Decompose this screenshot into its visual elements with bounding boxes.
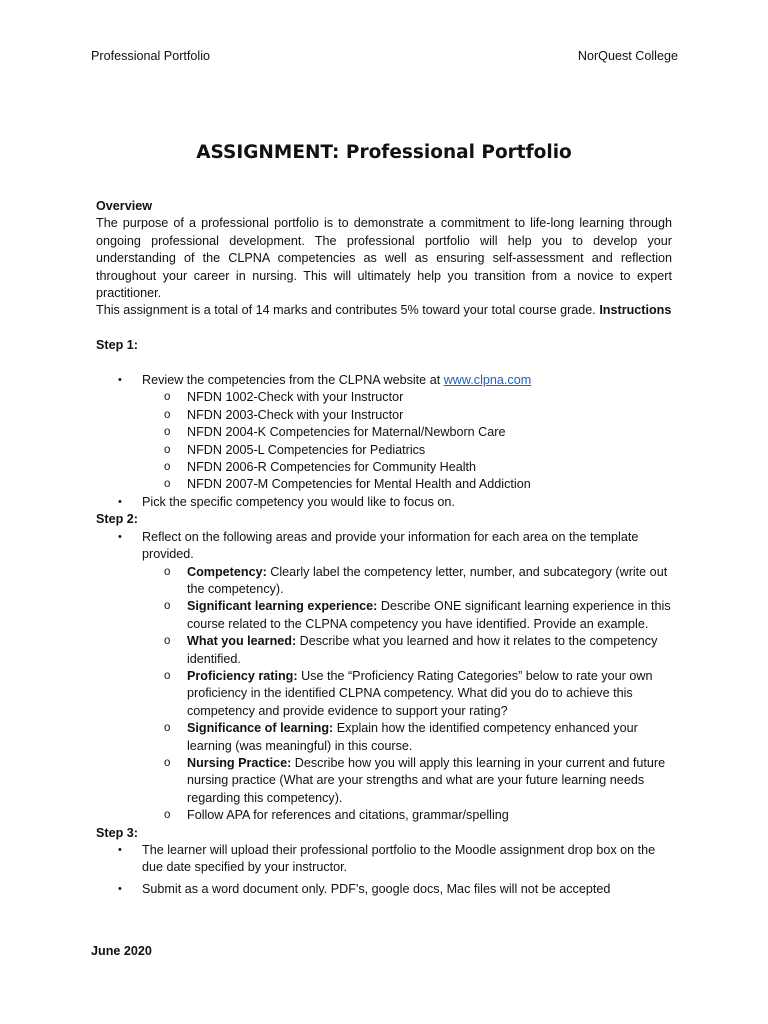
reflection-item-text: Use the “Proficiency Rating Categories” below to rate your own proficiency in the identified CLPNA competency. What did you do to achieve this competency and provide evidence to support your rating? — [187, 668, 653, 718]
step-3-bullet-submit: • Submit as a word document only. PDF's, google docs, Mac files will not be accepted — [96, 881, 672, 898]
reflection-item — [142, 633, 672, 668]
reflection-item-label: Significance of learning: — [187, 721, 334, 736]
review-text: Review the competencies from the CLPNA website at — [142, 373, 444, 388]
competency-list — [142, 389, 672, 493]
reflection-item-label: Proficiency rating: — [187, 668, 298, 683]
reflect-text: Reflect on the following areas and provide your information for each area on the template provided. — [142, 529, 639, 562]
reflection-item-label: Competency: — [187, 564, 267, 579]
competency-item: o NFDN 2005-L Competencies for Pediatrics — [142, 442, 672, 459]
instructions-label: Instructions — [599, 303, 672, 318]
step-2-heading: Step 2: — [96, 512, 138, 527]
header-right: NorQuest College — [577, 49, 678, 63]
reflection-item-text: Follow APA for references and citations, grammar/spelling — [187, 808, 509, 823]
header-left: Professional Portfolio — [91, 49, 211, 63]
marks-line — [96, 302, 672, 319]
step-1-list — [96, 372, 672, 511]
competency-item: o NFDN 2004-K Competencies for Maternal/Newborn Care — [142, 424, 672, 441]
reflection-item — [142, 668, 672, 720]
competency-item: o NFDN 2007-M Competencies for Mental Health and Addiction — [142, 476, 672, 493]
competency-item: o NFDN 1002-Check with your Instructor — [142, 389, 672, 406]
reflection-item — [142, 720, 672, 755]
footer-date: June 2020 — [91, 944, 152, 958]
step-3-bullet-upload: • The learner will upload their professional portfolio to the Moodle assignment drop box on the due date specified by your instructor. — [96, 842, 672, 877]
step-1-heading: Step 1: — [96, 338, 138, 353]
reflection-item — [142, 755, 672, 807]
step-2-list — [96, 529, 672, 825]
reflection-item-text: Clearly label the competency letter, number, and subcategory (write out the competency). — [187, 564, 668, 596]
overview-heading: Overview — [96, 199, 153, 213]
reflection-item-text: Explain how the identified competency enhanced your learning (was meaningful) in this course. — [187, 721, 638, 753]
step-3-heading: Step 3: — [96, 825, 138, 840]
step-1-bullet-review — [96, 372, 672, 494]
reflection-item-text: Describe ONE significant learning experience in this course related to the CLPNA competency you have identified. Provide an example. — [187, 599, 671, 631]
reflection-item-label: What you learned: — [187, 634, 297, 649]
reflection-item-label: Nursing Practice: — [187, 755, 292, 770]
reflection-item-text: Describe how you will apply this learning in your current and future nursing practice (What are your strengths and what are your future learning needs regarding this competency). — [187, 755, 666, 805]
page-title: ASSIGNMENT: Professional Portfolio — [196, 142, 572, 163]
competency-item: o NFDN 2006-R Competencies for Community Health — [142, 459, 672, 476]
document-body — [96, 198, 672, 898]
reflection-item-text: Describe what you learned and how it relates to the competency identified. — [187, 634, 658, 666]
step-3-list — [96, 842, 672, 898]
step-1-bullet-pick: • Pick the specific competency you would like to focus on. — [96, 494, 672, 511]
reflection-item — [142, 564, 672, 599]
reflection-areas-list — [142, 564, 672, 825]
overview-paragraph: The purpose of a professional portfolio is to demonstrate a commitment to life-long learning through ongoing professional development. The professional portfolio will help you to develop your understanding of the CLPNA competencies as well as ensuring self-assessment and reflection throughout your career in nursing. This will ultimately help you transition from a novice to expert practitioner. — [96, 216, 672, 301]
competency-item: o NFDN 2003-Check with your Instructor — [142, 407, 672, 424]
reflection-item-label: Significant learning experience: — [187, 599, 378, 614]
step-2-bullet-reflect — [96, 529, 672, 825]
reflection-item — [142, 598, 672, 633]
clpna-link[interactable]: www.clpna.com — [443, 373, 532, 388]
marks-text: This assignment is a total of 14 marks and contributes 5% toward your total course grade. — [96, 303, 596, 318]
reflection-item — [142, 807, 672, 824]
